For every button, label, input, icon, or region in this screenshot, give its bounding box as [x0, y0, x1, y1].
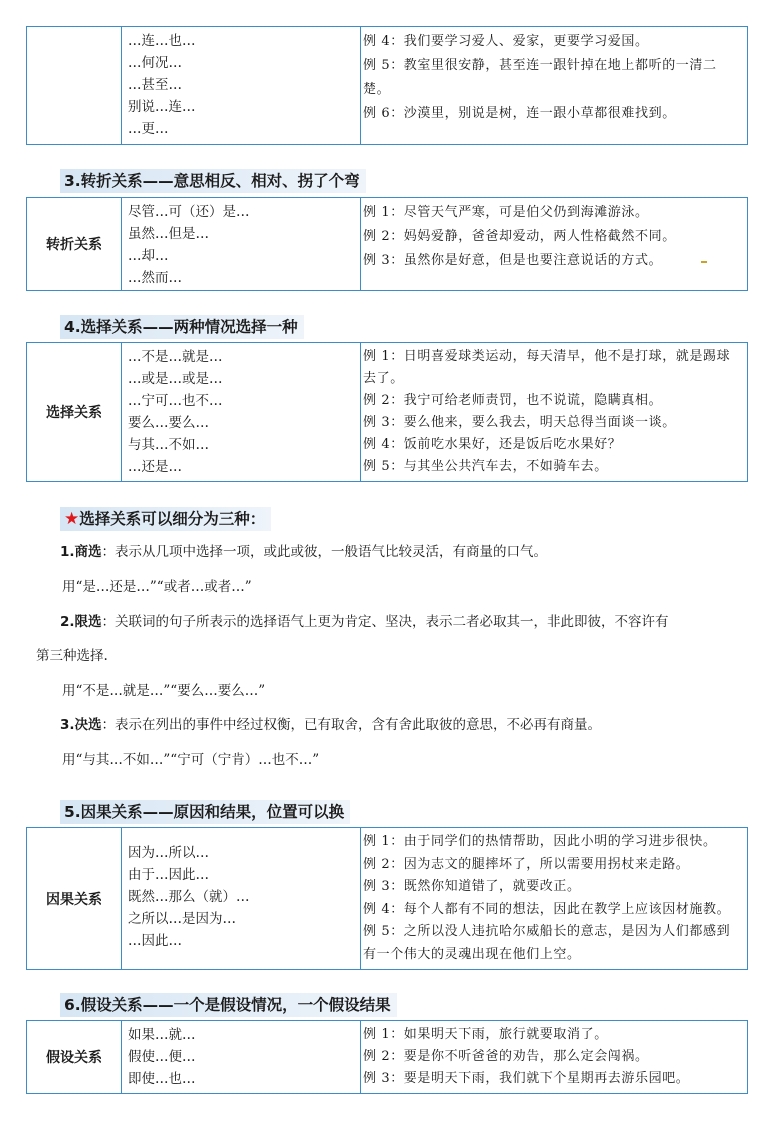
choice-relation-table — [26, 342, 748, 482]
category-label: 转折关系 — [46, 237, 102, 253]
example-item: 例 5：之所以没人违抗哈尔威船长的意志，是因为人们都感到有一个伟大的灵魂出现在他们上空。 — [363, 924, 731, 962]
patterns-cell — [122, 828, 361, 969]
section-title-contrast: 3.转折关系——意思相反、相对、拐了个弯 — [60, 169, 366, 193]
pattern-item: 即使…也… — [128, 1071, 196, 1087]
pattern-item: …然而… — [128, 270, 182, 286]
example-item: 例 2：因为志文的腿摔坏了，所以需要用拐杖来走路。 — [363, 856, 690, 872]
examples-cell — [355, 198, 747, 290]
pattern-item: 之所以…是因为… — [128, 911, 236, 927]
note-use-3: 用“与其…不如…”“宁可（宁肯）…也不…” — [62, 752, 320, 768]
example-item: 例 6：沙漠里，别说是树，连一跟小草都很难找到。 — [363, 106, 676, 121]
cause-relation-table — [26, 827, 748, 970]
example-item: 例 5：与其坐公共汽车去，不如骑车去。 — [363, 459, 608, 474]
note-use-1: 用“是…还是…”“或者…或者…” — [62, 579, 252, 595]
progressive-relation-table — [26, 26, 748, 145]
example-item: 例 5：教室里很安静，甚至连一跟针掉在地上都听的一清二楚。 — [363, 58, 717, 97]
contrast-relation-table — [26, 197, 748, 291]
patterns-cell — [122, 343, 361, 481]
term-text: ：关联词的句子所表示的选择语气上更为肯定、坚决，表示二者必取其一，非此即彼，不容许有 — [101, 614, 669, 630]
examples-cell — [355, 343, 747, 481]
pattern-item: 虽然…但是… — [128, 226, 209, 242]
category-label: 假设关系 — [46, 1050, 102, 1066]
pattern-item: 由于…因此… — [128, 867, 209, 883]
example-item: 例 1：日明喜爱球类运动，每天清早，他不是打球，就是踢球去了。 — [363, 349, 731, 386]
category-cell — [27, 1021, 122, 1093]
category-cell — [27, 198, 122, 290]
pattern-item: 既然…那么（就）… — [128, 889, 250, 905]
category-cell — [27, 27, 122, 144]
pattern-item: …或是…或是… — [128, 371, 223, 387]
pattern-item: 假使…便… — [128, 1049, 196, 1065]
example-item: 例 2：要是你不听爸爸的劝告，那么定会闯祸。 — [363, 1049, 649, 1064]
patterns-cell — [122, 1021, 361, 1093]
section-title-cause: 5.因果关系——原因和结果，位置可以换 — [60, 800, 350, 824]
example-item: 例 1：尽管天气严寒，可是伯父仍到海滩游泳。 — [363, 205, 649, 220]
term-label: 3.决选 — [60, 717, 102, 733]
pattern-item: 与其…不如… — [128, 437, 209, 453]
examples-cell — [355, 27, 747, 144]
example-item: 例 3：既然你知道错了，就要改正。 — [363, 879, 581, 894]
pattern-item: …连…也… — [128, 33, 196, 49]
example-item: 例 4：我们要学习爱人、爱家，更要学习爱国。 — [363, 34, 649, 49]
example-item: 例 4：饭前吃水果好，还是饭后吃水果好？ — [363, 437, 622, 452]
section-title-choice: 4.选择关系——两种情况选择一种 — [60, 315, 304, 339]
section-title-hypothesis: 6.假设关系——一个是假设情况，一个假设结果 — [60, 993, 397, 1017]
example-item: 例 2：我宁可给老师责罚，也不说谎，隐瞒真相。 — [363, 393, 663, 408]
pattern-item: …因此… — [128, 933, 182, 949]
example-item: 例 3：要是明天下雨，我们就下个星期再去游乐园吧。 — [363, 1071, 690, 1086]
category-cell — [27, 828, 122, 969]
pattern-item: 如果…就… — [128, 1027, 196, 1043]
pattern-item: …不是…就是… — [128, 349, 223, 365]
note-para-3 — [60, 714, 601, 736]
pattern-item: 要么…要么… — [128, 415, 209, 431]
pattern-item: …何况… — [128, 55, 182, 71]
example-item: 例 4：每个人都有不同的想法，因此在教学上应该因材施教。 — [363, 901, 731, 917]
pattern-item: …更… — [128, 121, 169, 137]
note-para-2 — [60, 611, 669, 633]
decorative-mark — [701, 261, 707, 263]
pattern-item: …却… — [128, 248, 169, 264]
pattern-item: 尽管…可（还）是… — [128, 204, 250, 220]
pattern-item: …还是… — [128, 459, 182, 475]
note-use-2: 用“不是…就是…”“要么…要么…” — [62, 683, 266, 699]
term-label: 2.限选 — [60, 614, 102, 630]
category-label: 因果关系 — [46, 891, 102, 908]
category-label: 选择关系 — [46, 405, 102, 421]
category-cell — [27, 343, 122, 481]
hypothesis-relation-table — [26, 1020, 748, 1094]
note-title — [60, 507, 271, 531]
example-item: 例 1：由于同学们的热情帮助，因此小明的学习进步很快。 — [363, 834, 717, 849]
pattern-item: 因为…所以… — [128, 845, 209, 861]
term-label: 1.商选 — [60, 544, 102, 560]
example-item: 例 2：妈妈爱静，爸爸却爱动，两人性格截然不同。 — [363, 229, 676, 244]
example-item: 例 3：要么他来，要么我去，明天总得当面谈一谈。 — [363, 415, 676, 430]
examples-cell — [355, 1021, 747, 1093]
pattern-item: …甚至… — [128, 77, 182, 93]
patterns-cell — [122, 27, 361, 144]
note-para-1 — [60, 541, 547, 563]
example-item: 例 1：如果明天下雨，旅行就要取消了。 — [363, 1027, 608, 1042]
term-text: ：表示在列出的事件中经过权衡，已有取舍，含有舍此取彼的意思，不必再有商量。 — [101, 717, 602, 733]
examples-cell — [355, 828, 747, 969]
term-text: ：表示从几项中选择一项，或此或彼，一般语气比较灵活，有商量的口气。 — [101, 544, 548, 560]
pattern-item: 别说…连… — [128, 99, 196, 115]
pattern-item: …宁可…也不… — [128, 393, 223, 409]
star-icon: ★ — [64, 509, 80, 529]
patterns-cell — [122, 198, 361, 290]
example-item: 例 3：虽然你是好意，但是也要注意说话的方式。 — [363, 253, 663, 268]
note-para-2-cont: 第三种选择. — [36, 648, 108, 664]
note-title-text: 选择关系可以细分为三种： — [79, 510, 266, 528]
